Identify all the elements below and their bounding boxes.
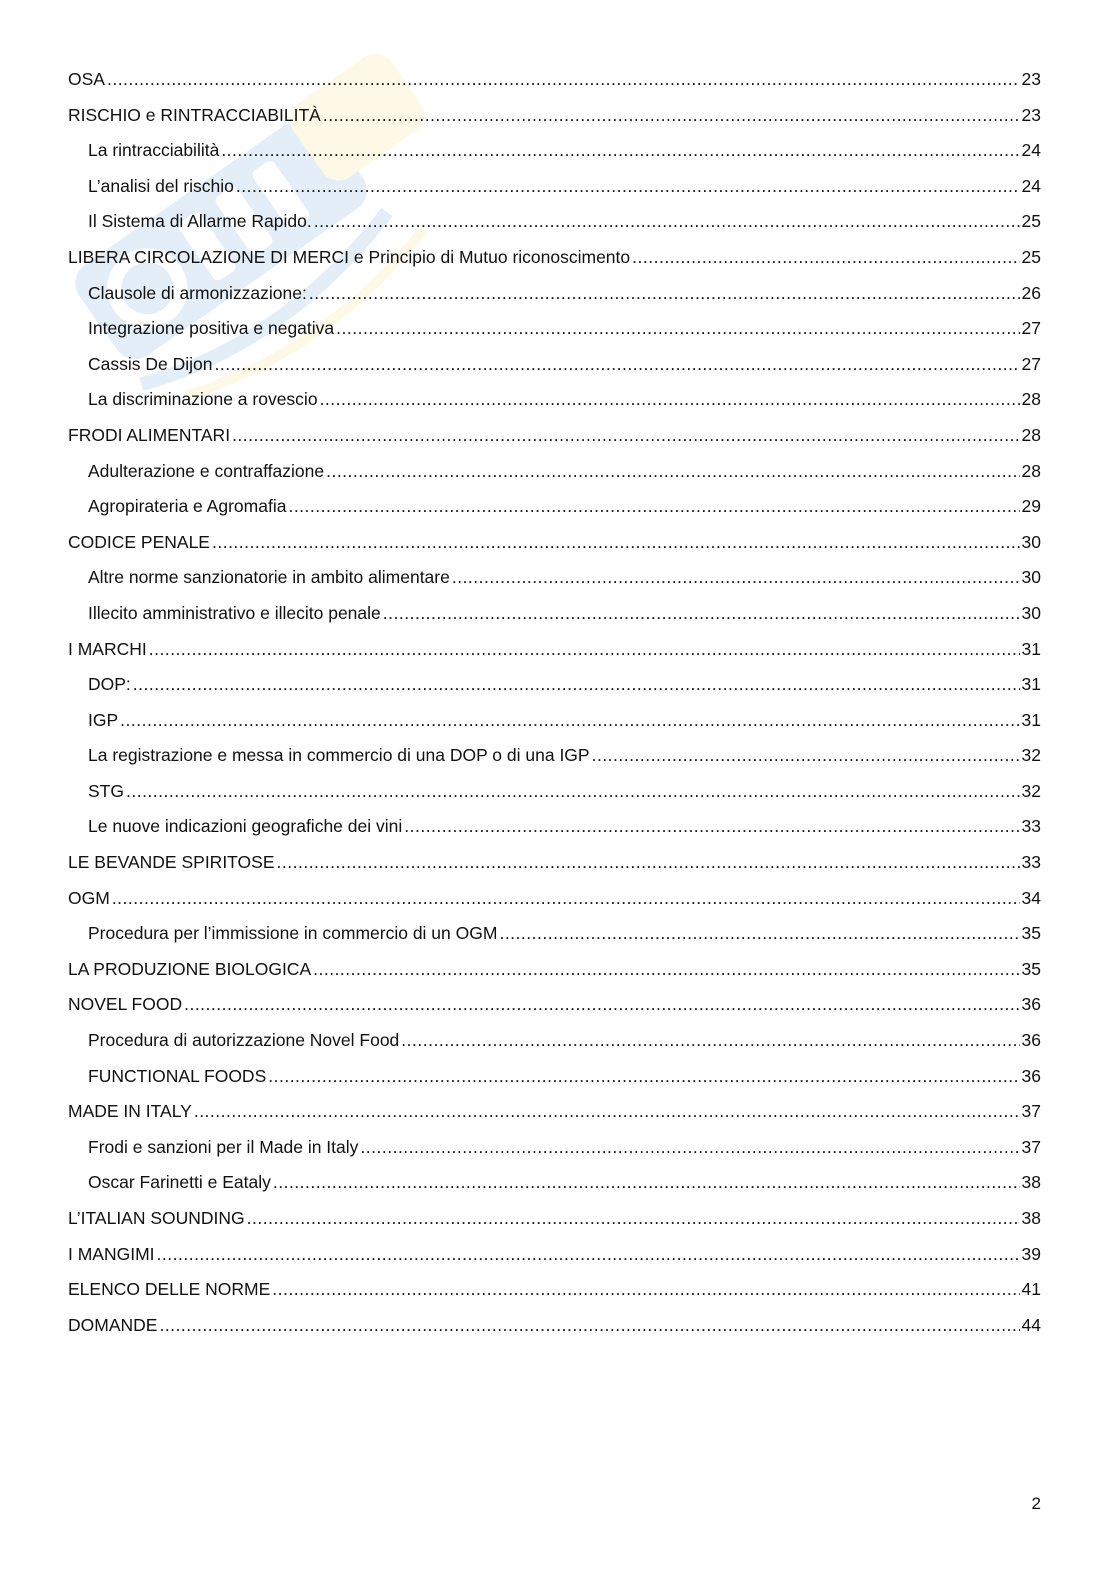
toc-entry[interactable] [68, 240, 1041, 276]
toc-entry-page: 32 [1021, 745, 1041, 766]
toc-dot-leader [383, 596, 1020, 632]
toc-entry-page: 31 [1021, 638, 1041, 659]
toc-dot-leader [314, 204, 1020, 240]
toc-entry-page: 31 [1021, 674, 1041, 695]
toc-entry-title: STG [88, 780, 124, 801]
toc-entry-page: 32 [1021, 780, 1041, 801]
toc-dot-leader [632, 240, 1019, 276]
toc-dot-leader [592, 738, 1020, 774]
toc-dot-leader [326, 454, 1019, 490]
toc-entry-page: 27 [1021, 318, 1041, 339]
toc-dot-leader [221, 133, 1019, 169]
toc-entry[interactable] [68, 382, 1041, 418]
toc-entry[interactable] [68, 133, 1041, 169]
toc-entry[interactable] [68, 489, 1041, 525]
toc-entry-title: Integrazione positiva e negativa [88, 318, 335, 339]
toc-dot-leader [120, 703, 1019, 739]
toc-entry-title: I MARCHI [68, 638, 147, 659]
toc-entry[interactable] [68, 774, 1041, 810]
toc-dot-leader [273, 1165, 1020, 1201]
toc-entry[interactable] [68, 632, 1041, 668]
toc-entry[interactable] [68, 276, 1041, 312]
toc-dot-leader [404, 809, 1019, 845]
toc-entry[interactable] [68, 454, 1041, 490]
toc-entry-title: Illecito amministrativo e illecito penale [88, 602, 381, 623]
toc-entry-page: 36 [1021, 1065, 1041, 1086]
toc-entry-page: 23 [1021, 104, 1041, 125]
toc-entry-page: 28 [1021, 460, 1041, 481]
toc-entry[interactable] [68, 204, 1041, 240]
toc-entry-page: 33 [1021, 852, 1041, 873]
toc-entry[interactable] [68, 1308, 1041, 1344]
toc-entry[interactable] [68, 881, 1041, 917]
toc-entry[interactable] [68, 98, 1041, 134]
toc-dot-leader [247, 1201, 1020, 1237]
toc-entry-page: 30 [1021, 602, 1041, 623]
toc-dot-leader [184, 987, 1019, 1023]
toc-entry[interactable] [68, 560, 1041, 596]
toc-entry-page: 39 [1021, 1243, 1041, 1264]
toc-dot-leader [309, 276, 1020, 312]
toc-entry-page: 25 [1021, 246, 1041, 267]
toc-dot-leader [107, 62, 1020, 98]
toc-entry-title: Le nuove indicazioni geografiche dei vini [88, 816, 403, 837]
toc-entry-page: 28 [1021, 424, 1041, 445]
toc-dot-leader [232, 418, 1019, 454]
toc-entry-title: RISCHIO e RINTRACCIABILITÀ [68, 104, 321, 125]
toc-entry-title: Frodi e sanzioni per il Made in Italy [88, 1136, 359, 1157]
toc-entry-page: 35 [1021, 923, 1041, 944]
toc-dot-leader [126, 774, 1020, 810]
toc-dot-leader [133, 667, 1020, 703]
toc-entry-title: OSA [68, 69, 105, 89]
toc-entry-title: FRODI ALIMENTARI [68, 424, 231, 445]
toc-entry[interactable] [68, 1272, 1041, 1308]
toc-entry-title: NOVEL FOOD [68, 994, 183, 1015]
toc-entry-page: 37 [1021, 1101, 1041, 1122]
toc-entry[interactable] [68, 809, 1041, 845]
toc-entry-page: 34 [1021, 887, 1041, 908]
toc-entry-title: LE BEVANDE SPIRITOSE [68, 852, 275, 873]
toc-entry[interactable] [68, 1094, 1041, 1130]
toc-entry-title: DOP: [88, 674, 131, 695]
toc-dot-leader [401, 1023, 1019, 1059]
toc-entry[interactable] [68, 311, 1041, 347]
toc-entry[interactable] [68, 667, 1041, 703]
toc-entry-title: L’analisi del rischio [88, 175, 234, 196]
toc-entry[interactable] [68, 845, 1041, 881]
toc-dot-leader [159, 1308, 1019, 1344]
toc-entry[interactable] [68, 347, 1041, 383]
toc-entry[interactable] [68, 703, 1041, 739]
toc-entry-title: La registrazione e messa in commercio di una DOP o di una IGP [88, 745, 590, 766]
toc-entry[interactable] [68, 1059, 1041, 1095]
toc-dot-leader [194, 1094, 1020, 1130]
toc-dot-leader [214, 347, 1019, 383]
toc-entry-page: 38 [1021, 1172, 1041, 1193]
page-number: 2 [1031, 1494, 1041, 1513]
toc-entry-title: Oscar Farinetti e Eataly [88, 1172, 271, 1193]
toc-entry-page: 44 [1021, 1314, 1041, 1335]
toc-entry-page: 36 [1021, 1030, 1041, 1051]
toc-dot-leader [236, 169, 1020, 205]
toc-entry-page: 38 [1021, 1208, 1041, 1228]
toc-entry-page: 23 [1021, 69, 1041, 89]
toc-entry-page: 35 [1021, 958, 1041, 979]
toc-entry-title: Procedura per l’immissione in commercio di un OGM [88, 923, 498, 944]
toc-entry-page: 28 [1021, 389, 1041, 410]
toc-dot-leader [268, 1059, 1019, 1095]
toc-entry[interactable] [68, 1130, 1041, 1166]
table-of-contents [68, 62, 1041, 1343]
toc-entry[interactable] [68, 525, 1041, 561]
toc-dot-leader [499, 916, 1019, 952]
toc-dot-leader [212, 525, 1020, 561]
toc-entry-page: 41 [1021, 1279, 1041, 1300]
toc-dot-leader [360, 1130, 1019, 1166]
toc-dot-leader [320, 382, 1020, 418]
toc-entry-title: Il Sistema di Allarme Rapido. [88, 211, 312, 232]
toc-entry-title: DOMANDE [68, 1314, 158, 1335]
toc-entry-page: 24 [1021, 175, 1041, 196]
toc-entry[interactable] [68, 62, 1041, 98]
toc-entry-page: 27 [1021, 353, 1041, 374]
toc-entry-page: 30 [1021, 531, 1041, 552]
toc-entry[interactable] [68, 738, 1041, 774]
toc-entry-page: 26 [1021, 282, 1041, 303]
toc-entry[interactable] [68, 1237, 1041, 1273]
toc-entry-title: La rintracciabilità [88, 140, 220, 161]
toc-dot-leader [149, 632, 1020, 668]
toc-entry-title: Cassis De Dijon [88, 353, 213, 374]
toc-entry-title: La discriminazione a rovescio [88, 389, 318, 410]
toc-entry-page: 37 [1021, 1136, 1041, 1157]
toc-dot-leader [157, 1237, 1020, 1273]
toc-entry-title: Procedura di autorizzazione Novel Food [88, 1030, 400, 1051]
toc-entry-title: ELENCO DELLE NORME [68, 1279, 271, 1300]
toc-entry[interactable] [68, 916, 1041, 952]
toc-entry[interactable] [68, 987, 1041, 1023]
toc-entry-page: 31 [1021, 709, 1041, 730]
toc-dot-leader [112, 881, 1020, 917]
toc-dot-leader [452, 560, 1020, 596]
toc-entry[interactable] [68, 596, 1041, 632]
toc-entry-title: Altre norme sanzionatorie in ambito alimentare [88, 567, 450, 588]
toc-dot-leader [313, 952, 1019, 988]
toc-entry[interactable] [68, 952, 1041, 988]
toc-dot-leader [336, 311, 1019, 347]
toc-entry-page: 25 [1021, 211, 1041, 232]
toc-entry-title: I MANGIMI [68, 1243, 155, 1264]
toc-entry-title: OGM [68, 887, 110, 908]
toc-entry-title: MADE IN ITALY [68, 1101, 192, 1122]
toc-dot-leader [277, 845, 1020, 881]
toc-dot-leader [323, 98, 1020, 134]
toc-entry[interactable] [68, 1201, 1041, 1237]
toc-dot-leader [288, 489, 1019, 525]
toc-entry-title: FUNCTIONAL FOODS [88, 1065, 267, 1086]
toc-entry-page: 30 [1021, 567, 1041, 588]
toc-entry[interactable] [68, 1165, 1041, 1201]
toc-entry-page: 24 [1021, 140, 1041, 161]
toc-entry-title: Agropirateria e Agromafia [88, 496, 287, 517]
toc-entry-title: LIBERA CIRCOLAZIONE DI MERCI e Principio di Mutuo riconoscimento [68, 246, 631, 267]
toc-dot-leader [272, 1272, 1019, 1308]
toc-entry-title: IGP [88, 709, 119, 730]
toc-entry-title: CODICE PENALE [68, 531, 210, 552]
toc-entry-page: 29 [1021, 496, 1041, 517]
toc-entry-title: Adulterazione e contraffazione [88, 460, 325, 481]
toc-entry-title: L’ITALIAN SOUNDING [68, 1208, 245, 1228]
toc-entry-page: 36 [1021, 994, 1041, 1015]
toc-entry[interactable] [68, 418, 1041, 454]
toc-entry-title: Clausole di armonizzazione: [88, 282, 307, 303]
toc-entry[interactable] [68, 1023, 1041, 1059]
toc-entry-page: 33 [1021, 816, 1041, 837]
toc-entry-title: LA PRODUZIONE BIOLOGICA [68, 958, 312, 979]
toc-entry[interactable] [68, 169, 1041, 205]
